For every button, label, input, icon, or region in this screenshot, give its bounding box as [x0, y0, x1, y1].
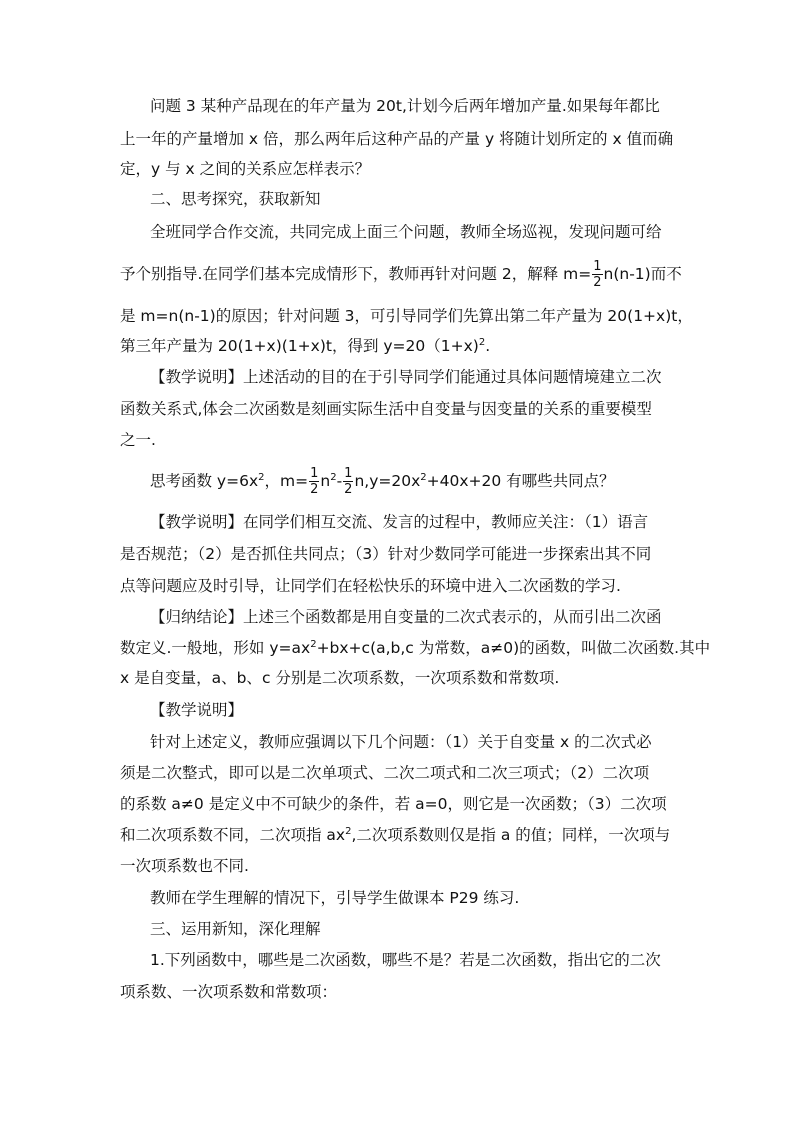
p6-line1: 【归纳结论】上述三个函数都是用自变量的二次式表示的，从而引出二次函: [150, 608, 662, 626]
fraction-one-half: [343, 466, 353, 497]
p6-line2-text: 数定义.一般地，形如 y=ax: [120, 639, 311, 657]
p7-label: 【教学说明】: [150, 701, 244, 719]
p8-line5: 一次项系数也不同.: [120, 857, 249, 875]
p4-text-a: 思考函数 y=6x: [150, 472, 259, 490]
p1-line1: 问题 3 某种产品现在的年产量为 20t,计划今后两年增加产量.如果每年都比: [150, 97, 660, 115]
p6-line3: x 是自变量，a、b、c 分别是二次项系数，一次项系数和常数项.: [120, 669, 560, 687]
superscript-2: 2: [330, 472, 337, 483]
p1-line3: 定，y 与 x 之间的关系应怎样表示？: [120, 160, 371, 178]
superscript-2: 2: [420, 472, 427, 483]
p8-line2: 须是二次整式，即可以是二次单项式、二次二项式和二次三项式；（2）二次项: [120, 764, 650, 782]
p9-line: 教师在学生理解的情况下，引导学生做课本 P29 练习.: [150, 889, 520, 907]
p8-line4-text: 和二次项系数不同，二次项指 ax: [120, 826, 346, 844]
p8-line4-end: ,二次项系数则仅是指 a 的值；同样，一次项与: [351, 826, 671, 844]
p2-line2-text: 予个别指导.在同学们基本完成情形下，教师再针对问题 2，解释 m=: [120, 265, 592, 283]
p10-line2: 项系数、一次项系数和常数项：: [120, 983, 338, 1001]
p4-text-f: +40x+20 有哪些共同点？: [426, 472, 615, 490]
p2-line3: 是 m=n(n-1)的原因；针对问题 3，可引导同学们先算出第二年产量为 20(1+x)t，: [120, 307, 693, 325]
p6-line2-end: +bx+c(a,b,c 为常数，a≠0)的函数，叫做二次函数.其中: [316, 639, 711, 657]
fraction-denominator: 2: [310, 482, 319, 497]
p2-line2-text-end: n(n-1)而不: [603, 265, 682, 283]
p8-line1: 针对上述定义，教师应强调以下几个问题：（1）关于自变量 x 的二次式必: [150, 733, 652, 751]
p6-line2: [120, 638, 711, 658]
p5-line2: 是否规范；（2）是否抓住共同点；（3）针对少数同学可能进一步探索出其不同: [120, 545, 652, 563]
fraction-one-half: [309, 466, 319, 497]
superscript-2: 2: [478, 337, 486, 348]
p1-line2: 上一年的产量增加 x 倍，那么两年后这种产品的产量 y 将随计划所定的 x 值而确: [120, 130, 674, 148]
fraction-numerator: 1: [593, 259, 602, 274]
fraction-one-half: [592, 259, 602, 290]
p10-line1: 1.下列函数中，哪些是二次函数，哪些不是？若是二次函数，指出它的二次: [150, 951, 661, 969]
p8-line4: [120, 825, 680, 845]
p4-text-b: ，m=: [264, 472, 309, 490]
p4-formula-line: [150, 466, 710, 497]
section-heading-2: 二、思考探究，获取新知: [150, 190, 321, 208]
p3-line2: 函数关系式,体会二次函数是刻画实际生活中自变量与因变量的关系的重要模型: [120, 400, 652, 418]
p2-line2: [120, 259, 680, 290]
superscript-2: 2: [345, 826, 352, 837]
superscript-2: 2: [258, 472, 265, 483]
p2-line4-end: .: [485, 337, 491, 355]
fraction-numerator: 1: [344, 466, 353, 481]
p3-line1: 【教学说明】上述活动的目的在于引导同学们能通过具体问题情境建立二次: [150, 368, 662, 386]
p5-line1: 【教学说明】在同学们相互交流、发言的过程中，教师应关注：（1）语言: [150, 513, 649, 531]
p3-line3: 之一.: [120, 431, 156, 449]
fraction-numerator: 1: [310, 466, 319, 481]
section-heading-3: 三、运用新知，深化理解: [150, 920, 321, 938]
p2-line1: 全班同学合作交流，共同完成上面三个问题，教师全场巡视，发现问题可给: [150, 223, 662, 241]
p2-line4: [120, 336, 680, 356]
p4-text-c: n: [320, 472, 331, 490]
p5-line3: 点等问题应及时引导，让同学们在轻松快乐的环境中进入二次函数的学习.: [120, 577, 621, 595]
p4-text-d: -: [336, 472, 343, 490]
superscript-2: 2: [310, 639, 317, 650]
p4-text-e: n,y=20x: [354, 472, 421, 490]
fraction-denominator: 2: [344, 482, 353, 497]
p2-line4-text: 第三年产量为 20(1+x)(1+x)t，得到 y=20（1+x): [120, 337, 479, 355]
fraction-denominator: 2: [593, 275, 602, 290]
p8-line3: 的系数 a≠0 是定义中不可缺少的条件，若 a=0，则它是一次函数；（3）二次项: [120, 795, 667, 813]
